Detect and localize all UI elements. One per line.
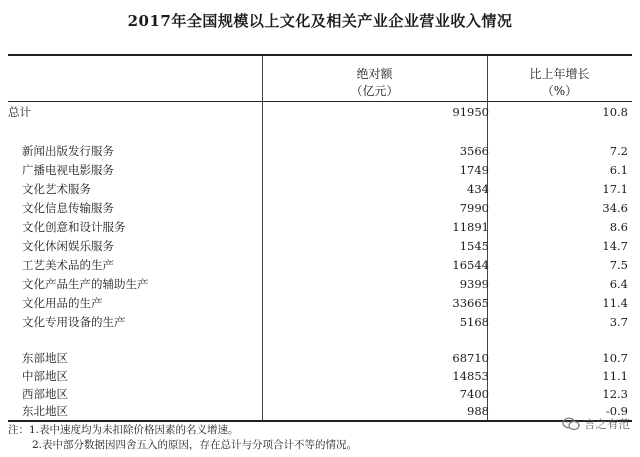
row-value: 11891 <box>452 220 489 234</box>
row-name: 西部地区 <box>22 387 68 401</box>
table-row <box>8 295 632 312</box>
table-row <box>8 238 632 255</box>
row-growth: 10.8 <box>602 105 628 119</box>
row-growth: 8.6 <box>609 220 628 234</box>
table-row <box>8 314 632 331</box>
row-growth: 11.4 <box>602 296 628 310</box>
row-growth: 34.6 <box>602 201 628 215</box>
row-value: 68710 <box>452 351 489 365</box>
row-name: 东部地区 <box>22 351 68 365</box>
table-row <box>8 162 632 179</box>
row-value: 16544 <box>452 258 489 272</box>
row-value: 91950 <box>452 105 489 119</box>
wechat-icon <box>562 417 580 431</box>
row-growth: 6.4 <box>609 277 628 291</box>
row-name: 工艺美术品的生产 <box>22 258 114 272</box>
row-name: 广播电视电影服务 <box>22 163 114 177</box>
row-value: 434 <box>467 182 489 196</box>
table-row <box>8 143 632 160</box>
table-row <box>8 368 632 385</box>
row-value: 1749 <box>459 163 489 177</box>
footnotes <box>8 423 357 453</box>
row-name: 文化艺术服务 <box>22 182 91 196</box>
row-growth: 12.3 <box>602 387 628 401</box>
row-growth: 7.5 <box>609 258 628 272</box>
header-growth-unit: （%） <box>541 84 578 98</box>
row-value: 5168 <box>459 315 489 329</box>
table-row <box>8 276 632 293</box>
row-value: 988 <box>467 404 489 418</box>
bottom-rule <box>8 420 632 422</box>
table-row <box>8 200 632 217</box>
table-row-total <box>8 104 632 121</box>
header-growth-column <box>487 66 632 100</box>
footnote-1: 注：1.表中速度均为未扣除价格因素的名义增速。 <box>8 424 239 436</box>
top-rule <box>8 54 632 56</box>
table-row <box>8 386 632 403</box>
footnote-2: 2.表中部分数据因四舍五入的原因，存在总计与分项合计不等的情况。 <box>32 439 358 451</box>
row-growth: 7.2 <box>609 144 628 158</box>
row-name: 总计 <box>8 105 31 119</box>
row-growth: -0.9 <box>605 404 628 418</box>
row-name: 文化休闲娱乐服务 <box>22 239 114 253</box>
watermark <box>562 416 630 432</box>
row-growth: 6.1 <box>609 163 628 177</box>
table-row <box>8 350 632 367</box>
row-value: 14853 <box>452 369 489 383</box>
row-name: 东北地区 <box>22 404 68 418</box>
row-name: 文化产品生产的辅助生产 <box>22 277 149 291</box>
table-row <box>8 403 632 420</box>
row-name: 新闻出版发行服务 <box>22 144 114 158</box>
row-growth: 17.1 <box>602 182 628 196</box>
row-growth: 14.7 <box>602 239 628 253</box>
header-growth-label: 比上年增长 <box>529 67 590 81</box>
row-value: 7400 <box>459 387 489 401</box>
row-value: 1545 <box>459 239 489 253</box>
row-growth: 3.7 <box>609 315 628 329</box>
header-value-column <box>262 66 487 100</box>
row-name: 中部地区 <box>22 369 68 383</box>
row-name: 文化专用设备的生产 <box>22 315 126 329</box>
row-name: 文化创意和设计服务 <box>22 220 126 234</box>
header-value-label: 绝对额 <box>356 67 393 81</box>
row-value: 33665 <box>452 296 489 310</box>
table-row <box>8 257 632 274</box>
table-row <box>8 181 632 198</box>
row-growth: 11.1 <box>602 369 628 383</box>
row-name: 文化信息传输服务 <box>22 201 114 215</box>
table-title: 2017年全国规模以上文化及相关产业企业营业收入情况 <box>127 12 513 30</box>
table-row <box>8 219 632 236</box>
row-value: 9399 <box>459 277 489 291</box>
row-value: 3566 <box>459 144 489 158</box>
row-growth: 10.7 <box>602 351 628 365</box>
header-value-unit: （亿元） <box>350 84 399 98</box>
header-rule <box>8 101 632 102</box>
row-value: 7990 <box>459 201 489 215</box>
watermark-text: 言之有范 <box>584 417 630 431</box>
row-name: 文化用品的生产 <box>22 296 103 310</box>
